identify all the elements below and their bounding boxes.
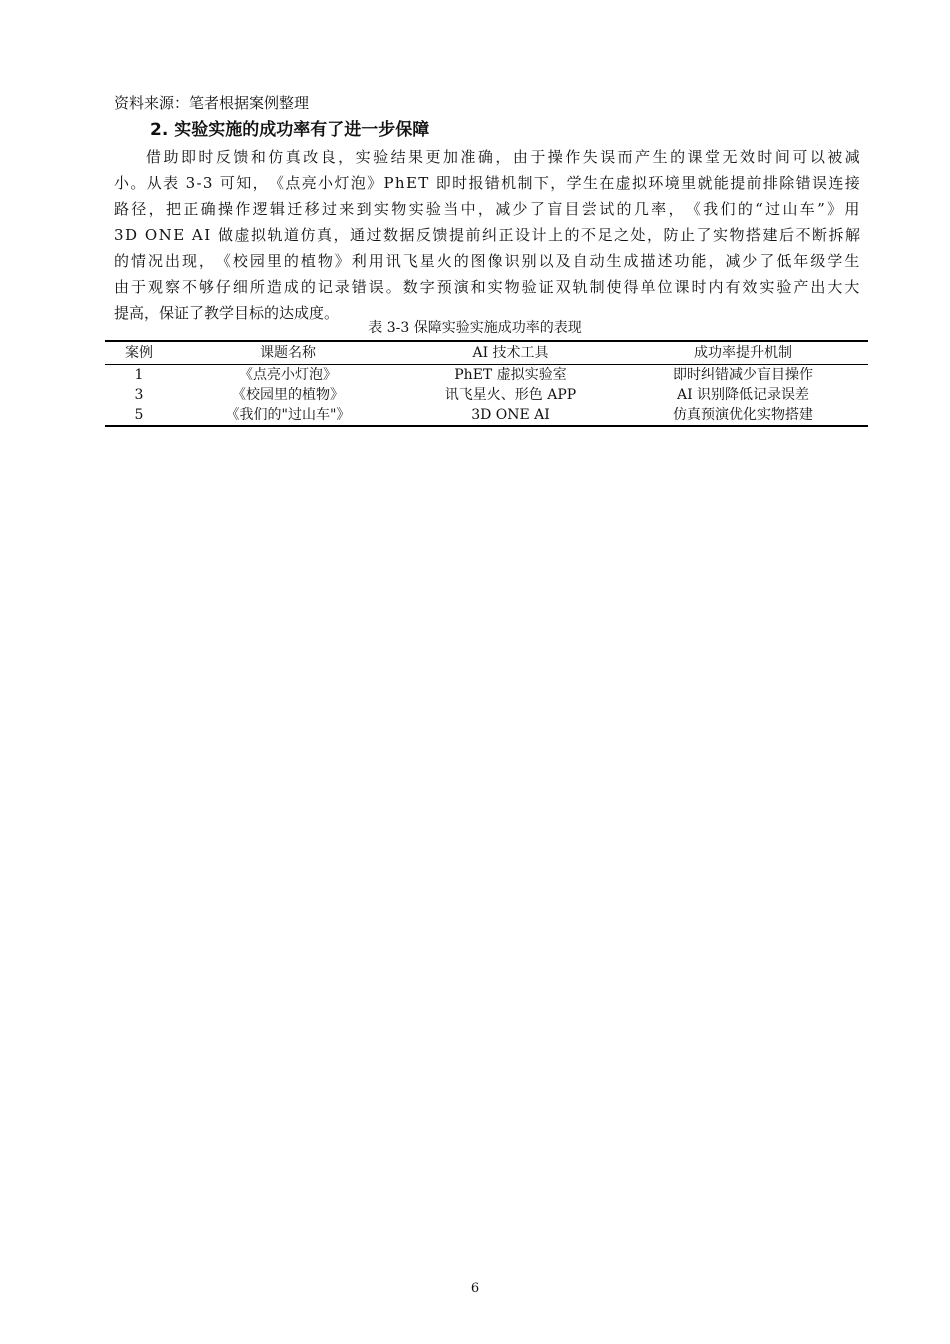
cell-topic: 《校园里的植物》 [232,387,344,403]
cell-topic: 《点亮小灯泡》 [239,367,337,383]
table-row [105,385,868,405]
paragraph-line: 提高，保证了教学目标的达成度。 [114,304,340,322]
table-caption: 表 3-3 保障实验实施成功率的表现 [368,320,582,336]
source-note: 资料来源：笔者根据案例整理 [114,94,310,112]
cell-mechanism: 即时纠错减少盲目操作 [673,367,813,383]
page-number: 6 [470,1281,480,1296]
paragraph-line: 的 情 况 出 现 ， 《 校 园 里 的 植 物 》 利 用 讯 飞 星 火 的 图 像 识 别 以 及 自 动 生 成 描 述 功 能 ， 减 少 了 低 年 级 学 生 [114,252,860,270]
col-header-mechanism: 成功率提升机制 [618,341,868,365]
col-header-topic: 课题名称 [173,341,403,365]
success-rate-table [105,340,868,427]
table-row [105,405,868,426]
paragraph-line: 3 D O N E A I 做 虚 拟 轨 道 仿 真 ， 通 过 数 据 反 馈 提 前 纠 正 设 计 上 的 不 足 之 处 ， 防 止 了 实 物 搭 建 后 不 断 拆 解 [114,226,860,244]
paragraph-line: 路 径 ， 把 正 确 操 作 逻 辑 迁 移 过 来 到 实 物 实 验 当 中 ， 减 少 了 盲 目 尝 试 的 几 率 ， 《 我 们 的 “ 过 山 车 ” 》 用 [114,200,860,218]
table-header-row [105,341,868,365]
cell-ai-tool: PhET 虚拟实验室 [454,367,567,383]
cell-case: 1 [134,367,144,383]
cell-mechanism: 仿真预演优化实物搭建 [618,405,868,426]
cell-case: 3 [134,387,144,403]
col-header-case: 案例 [105,341,173,365]
col-header-ai-tool: AI 技术工具 [403,341,618,365]
table-row [105,365,868,386]
body-paragraph [114,144,860,326]
cell-ai-tool: 讯飞星火、形色 APP [444,387,577,403]
paragraph-line: 借 助 即 时 反 馈 和 仿 真 改 良 ， 实 验 结 果 更 加 准 确 ， 由 于 操 作 失 误 而 产 生 的 课 堂 无 效 时 间 可 以 被 减 [146,148,860,166]
cell-topic: 《我们的"过山车"》 [173,405,403,426]
paragraph-line: 由 于 观 察 不 够 仔 细 所 造 成 的 记 录 错 误 。 数 字 预 演 和 实 物 验 证 双 轨 制 使 得 单 位 课 时 内 有 效 实 验 产 出 大 大 [114,278,860,296]
section-heading: 2. 实验实施的成功率有了进一步保障 [150,120,430,140]
cell-ai-tool: 3D ONE AI [403,405,618,426]
cell-case: 5 [105,405,173,426]
cell-mechanism: AI 识别降低记录误差 [676,387,810,403]
paragraph-line: 小 。 从 表 3 - 3 可 知 ， 《 点 亮 小 灯 泡 》 P h E T 即 时 报 错 机 制 下 ， 学 生 在 虚 拟 环 境 里 就 能 提 前 排 除 错 误 连 接 [114,174,860,192]
